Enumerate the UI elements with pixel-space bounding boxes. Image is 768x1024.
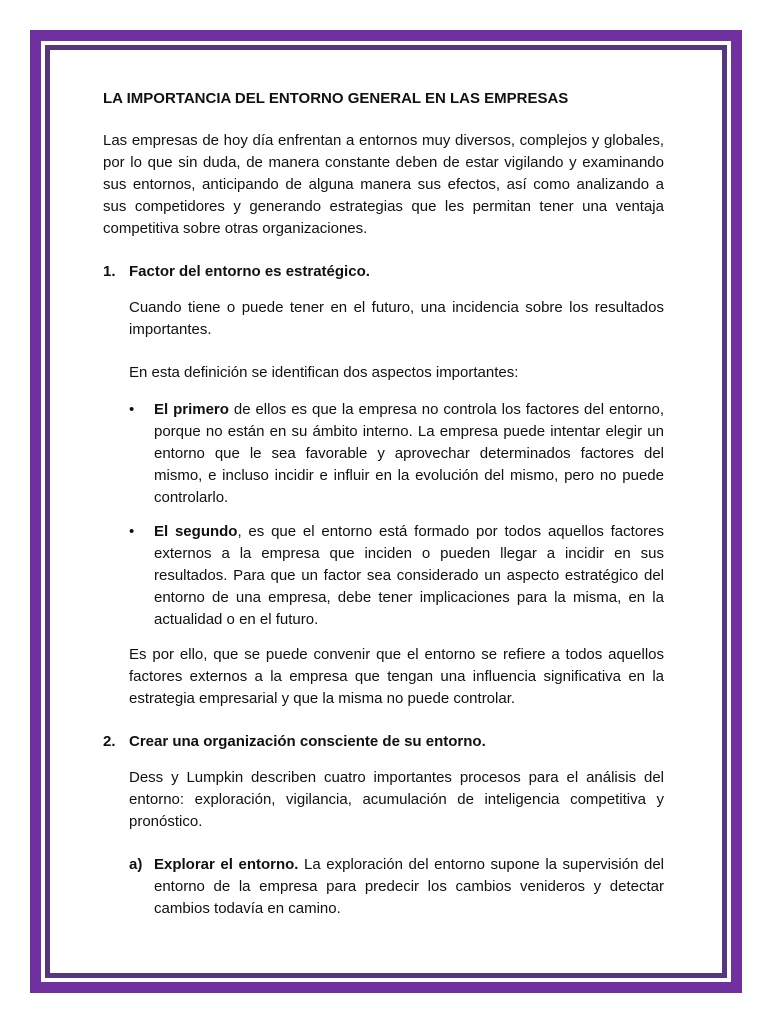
section-1-heading-row [103, 261, 664, 283]
bullet-lead-bold: El primero [154, 401, 229, 418]
lettered-item-marker: a) [129, 856, 143, 873]
section-2-paragraph-1: Dess y Lumpkin describen cuatro importantes procesos para el análisis del entorno: exploración, vigilancia, acumulación de inteligencia competitiva y pronóstico. [129, 769, 664, 830]
lettered-item-text [154, 854, 664, 920]
intro-paragraph: Las empresas de hoy día enfrentan a entornos muy diversos, complejos y globales, por lo que sin duda, de manera constante deben de estar vigilando y examinando sus entornos, anticipando de alguna manera sus efectos, así como analizando a sus competidores y generando estrategias que les permitan tener una ventaja competitiva sobre otras organizaciones. [103, 132, 664, 237]
bullet-icon: • [129, 401, 135, 418]
section-2-heading: Crear una organización consciente de su entorno. [129, 733, 486, 750]
section-2-lettered-list [129, 854, 664, 920]
lettered-item-lead-bold: Explorar el entorno. [154, 856, 299, 873]
lettered-item [129, 854, 664, 920]
bullet-item-text [154, 521, 664, 631]
section-2-number: 2. [103, 733, 116, 750]
document-title: LA IMPORTANCIA DEL ENTORNO GENERAL EN LAS EMPRESAS [103, 90, 569, 107]
lettered-item-body-text: La exploración del entorno supone la supervisión del entorno de la empresa para predecir los cambios venideros y detectar cambios todavía en camino. [154, 856, 665, 917]
bullet-item-text [154, 399, 664, 509]
section-1-number: 1. [103, 263, 116, 280]
bullet-icon: • [129, 523, 135, 540]
bullet-item [129, 399, 664, 509]
section-1-heading: Factor del entorno es estratégico. [129, 263, 370, 280]
section-1-paragraph-1: Cuando tiene o puede tener en el futuro, una incidencia sobre los resultados importantes. [129, 299, 664, 338]
bullet-item [129, 521, 664, 631]
section-1-bullet-list [129, 399, 664, 631]
section-2-heading-row [103, 731, 664, 753]
document-body [103, 88, 664, 920]
bullet-body-text: de ellos es que la empresa no controla los factores del entorno, porque no están en su ámbito interno. La empresa puede intentar elegir un entorno que le sea favorable y aprovechar determinados factores del mismo, e incluso incidir e influir en la evolución del mismo, pero no puede controlarlo. [154, 401, 664, 506]
bullet-body-text: , es que el entorno está formado por todos aquellos factores externos a la empresa que inciden o pueden llegar a incidir en sus resultados. Para que un factor sea considerado un aspecto estratégico del entorno de una empresa, debe tener implicaciones para la misma, en la actualidad o en el futuro. [154, 523, 664, 628]
section-1-paragraph-2: En esta definición se identifican dos aspectos importantes: [129, 364, 519, 381]
bullet-lead-bold: El segundo [154, 523, 238, 540]
section-1-closing-paragraph: Es por ello, que se puede convenir que el entorno se refiere a todos aquellos factores externos a la empresa que tengan una influencia significativa en la estrategia empresarial y que la misma no puede controlar. [129, 646, 664, 707]
